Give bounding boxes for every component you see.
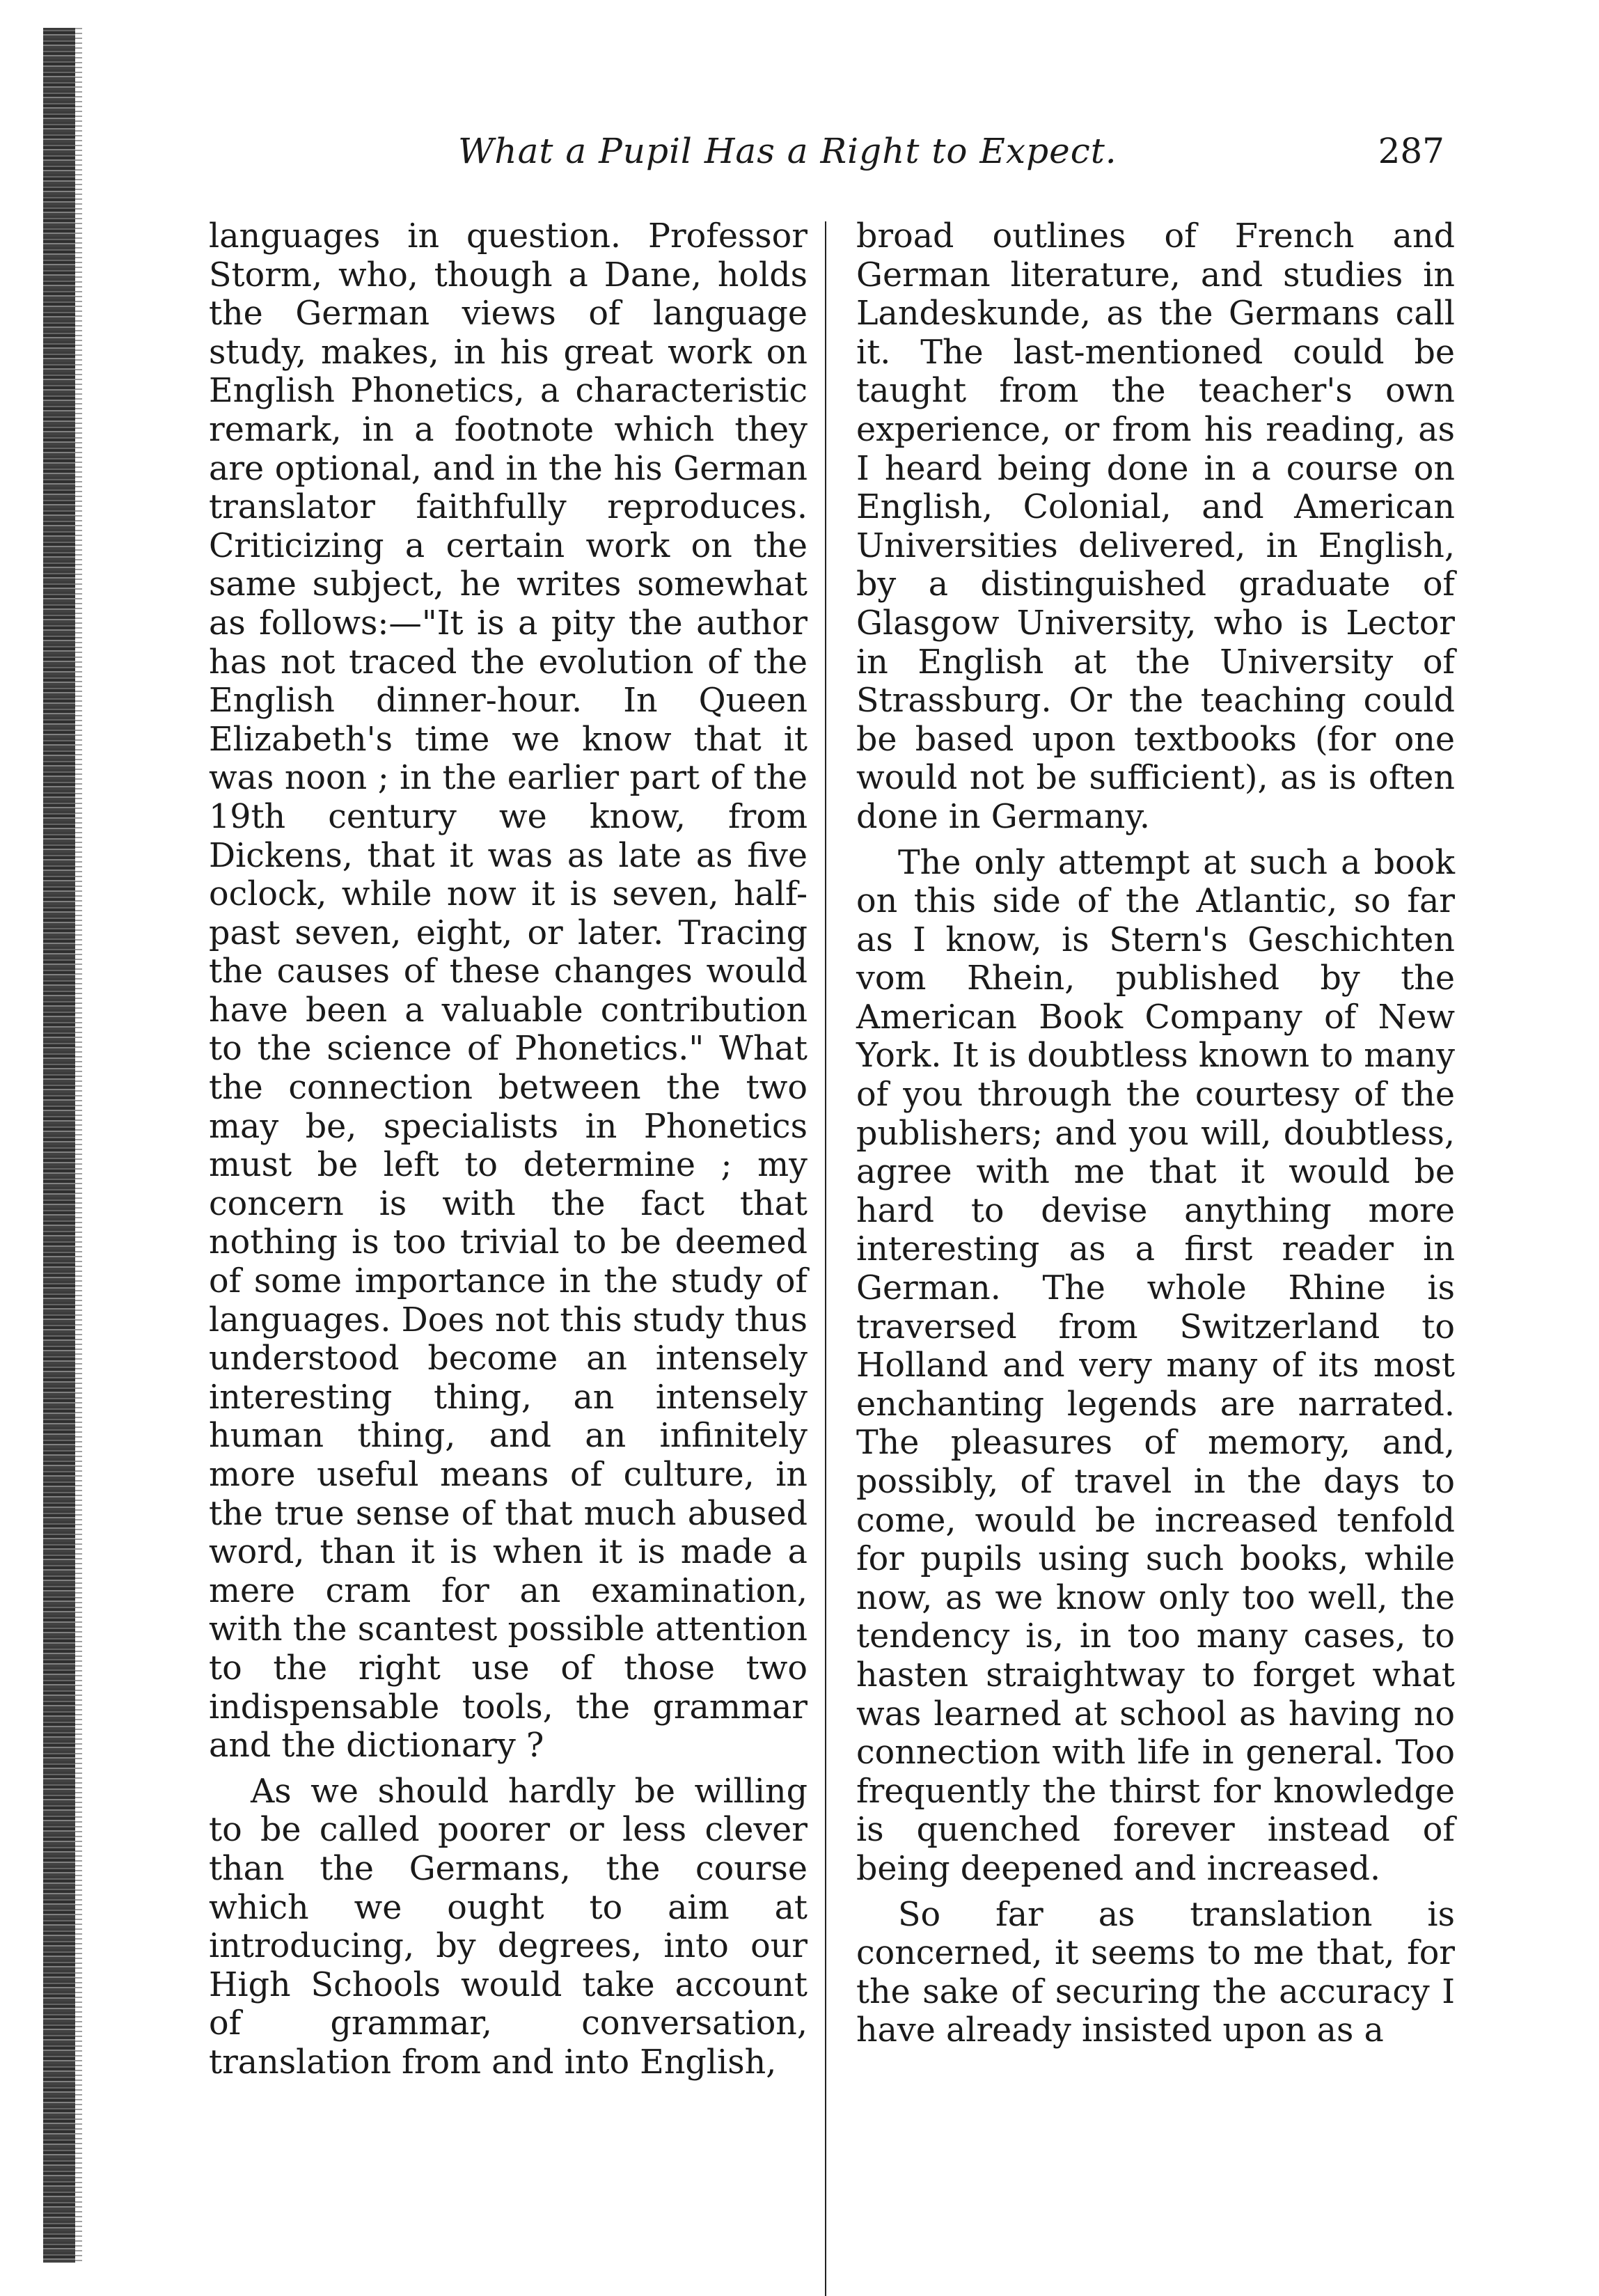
right-paragraph-1: broad outlines of French and German literature, and studies in Landeskunde, as the Germans call it. The last-mentioned could be taught from the teacher's own experience, or from his reading, as I heard being done in a course on English, Colonial, and American Universities delivered, in English, by a distinguished graduate of Glasgow University, who is Lector in English at the University of Strassburg. Or the teaching could be based upon textbooks (for one would not be sufficient), as is often done in Germany. <box>856 217 1455 836</box>
right-column <box>856 217 1455 2050</box>
book-binding-edge <box>43 28 75 2263</box>
running-head <box>209 125 1444 195</box>
left-paragraph-2: As we should hardly be willing to be called poorer or less clever than the Germans, the course which we ought to aim at introducing, by degrees, into our High Schools would take account of grammar, conversation, translation from and into English, <box>209 1772 808 2082</box>
left-column <box>209 217 808 2082</box>
left-paragraph-1: languages in question. Professor Storm, who, though a Dane, holds the German views of language study, makes, in his great work on English Phonetics, a characteristic remark, in a footnote which they are optional, and in the his German translator faithfully reproduces. Criticizing a certain work on the same subject, he writes somewhat as follows:—"It is a pity the author has not traced the evolution of the English dinner-hour. In Queen Elizabeth's time we know that it was noon ; in the earlier part of the 19th century we know, from Dickens, that it was as late as five oclock, while now it is seven, half-past seven, eight, or later. Tracing the causes of these changes would have been a valuable contribution to the science of Phonetics." What the connection between the two may be, specialists in Phonetics must be left to determine ; my concern is with the fact that nothing is too trivial to be deemed of some importance in the study of languages. Does not this study thus understood become an intensely interesting thing, an intensely human thing, and an infinitely more useful means of culture, in the true sense of that much abused word, than it is when it is made a mere cram for an examination, with the scantest possible attention to the right use of those two indispensable tools, the grammar and the dictionary ? <box>209 217 808 1766</box>
running-title: What a Pupil Has a Right to Expect. <box>458 131 1117 171</box>
right-paragraph-3: So far as translation is concerned, it seems to me that, for the sake of securing the accuracy I have already insisted upon as a <box>856 1895 1455 2050</box>
page-number: 287 <box>1378 131 1444 171</box>
right-paragraph-2: The only attempt at such a book on this side of the Atlantic, so far as I know, is Stern's Geschichten vom Rhein, published by the American Book Company of New York. It is doubtless known to many of you through the courtesy of the publishers; and you will, doubtless, agree with me that it would be hard to devise anything more interesting as a first reader in German. The whole Rhine is traversed from Switzerland to Holland and very many of its most enchanting legends are narrated. The pleasures of memory, and, possibly, of travel in the days to come, would be increased tenfold for pupils using such books, while now, as we know only too well, the tendency is, in too many cases, to hasten straightway to forget what was learned at school as having no connection with life in general. Too frequently the thirst for knowledge is quenched forever instead of being deepened and increased. <box>856 843 1455 1888</box>
column-divider <box>825 221 826 2296</box>
